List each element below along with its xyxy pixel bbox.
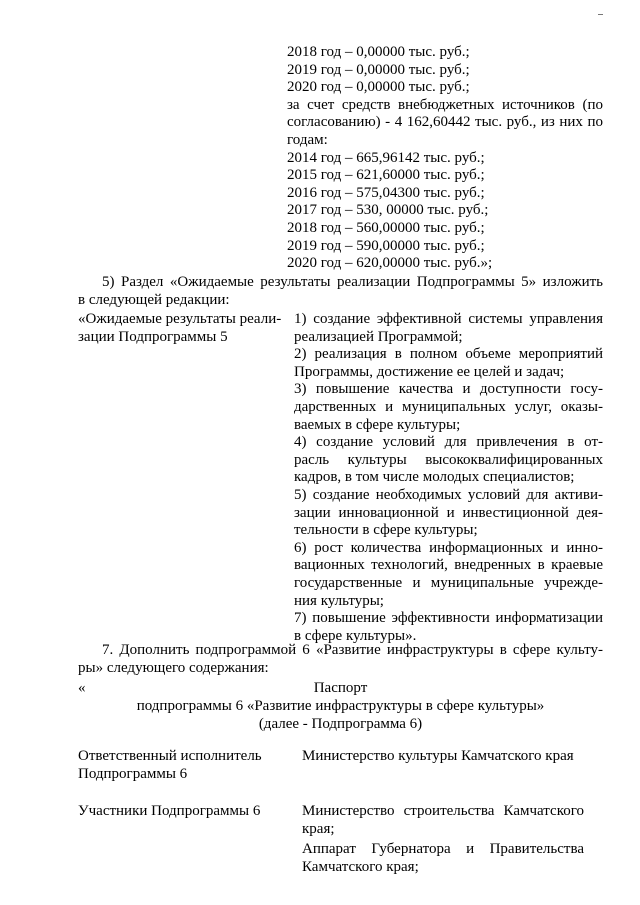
results-item-line: 5) создание необходимых условий для активи- bbox=[294, 486, 603, 503]
results-item-line: ваемых в сфере культуры; bbox=[294, 416, 461, 433]
extrabudget-year: 2015 год – 621,60000 тыс. руб.; bbox=[287, 167, 485, 184]
extrabudget-year: 2019 год – 590,00000 тыс. руб.; bbox=[287, 237, 485, 254]
results-item-line: в сфере культуры». bbox=[294, 627, 417, 644]
section5-paragraph bbox=[78, 274, 603, 309]
results-label bbox=[78, 311, 283, 346]
results-label-line: зации Подпрограммы 5 bbox=[78, 328, 228, 345]
extrabudget-year: 2014 год – 665,96142 тыс. руб.; bbox=[287, 149, 485, 166]
participants-list bbox=[302, 803, 584, 876]
results-item-line: кадров, в том числе молодых специалистов; bbox=[294, 469, 575, 486]
results-item-line: зации инновационной и инвестиционной дея- bbox=[294, 504, 603, 521]
results-item-line: тельности в сфере культуры; bbox=[294, 522, 478, 539]
extrabudget-line: годам: bbox=[287, 131, 328, 148]
participants-label: Участники Подпрограммы 6 bbox=[78, 803, 261, 819]
results-item-line: 4) создание условий для привлечения в от- bbox=[294, 434, 603, 451]
participant-line: Министерство строительства Камчатского bbox=[302, 803, 584, 819]
results-item-line: реализацией Программой; bbox=[294, 328, 463, 345]
funding-block bbox=[287, 44, 603, 273]
results-item-line: вационных технологий, внедренных в краевые bbox=[294, 557, 603, 574]
funding-line: 2018 год – 0,00000 тыс. руб.; bbox=[287, 44, 470, 60]
funding-line: 2019 год – 0,00000 тыс. руб.; bbox=[287, 61, 470, 78]
results-label-line: «Ожидаемые результаты реали- bbox=[78, 311, 282, 327]
open-quote: « bbox=[78, 680, 86, 696]
results-item-line: 7) повышение эффективности информатизации bbox=[294, 610, 603, 627]
results-item-line: 1) создание эффективной системы управления bbox=[294, 311, 603, 327]
results-item-line: государственные и муниципальные учрежде- bbox=[294, 574, 603, 591]
responsible-label bbox=[78, 748, 288, 783]
passport-note: (далее - Подпрограмма 6) bbox=[258, 716, 423, 732]
passport-subtitle: подпрограммы 6 «Развитие инфраструктуры в сфере культуры» bbox=[136, 698, 545, 714]
extrabudget-year: 2017 год – 530, 00000 тыс. руб.; bbox=[287, 202, 489, 219]
participant-line: Аппарат Губернатора и Правительства bbox=[302, 841, 584, 858]
results-item-line: дарственных и муниципальных услуг, оказы- bbox=[294, 398, 603, 415]
extrabudget-year: 2020 год – 620,00000 тыс. руб.»; bbox=[287, 255, 493, 272]
section5-line: в следующей редакции: bbox=[78, 291, 230, 308]
section7-line: ры» следующего содержания: bbox=[78, 659, 269, 676]
scan-mark bbox=[598, 14, 603, 15]
section5-line: 5) Раздел «Ожидаемые результаты реализации Подпрограммы 5» изложить bbox=[102, 274, 603, 290]
responsible-label-line: Ответственный исполнитель bbox=[78, 748, 262, 764]
results-item-line: 3) повышение качества и доступности госу- bbox=[294, 381, 603, 398]
section7-paragraph bbox=[78, 642, 603, 677]
results-item-line: расль культуры высококвалифицированных bbox=[294, 451, 603, 468]
extrabudget-line: за счет средств внебюджетных источников (по bbox=[287, 96, 603, 113]
results-item-line: 6) рост количества информационных и инно- bbox=[294, 539, 603, 556]
responsible-value: Министерство культуры Камчатского края bbox=[302, 748, 574, 764]
funding-line: 2020 год – 0,00000 тыс. руб.; bbox=[287, 79, 470, 96]
participant-line: Камчатского края; bbox=[302, 858, 419, 875]
results-list bbox=[294, 311, 603, 645]
extrabudget-line: согласованию) - 4 162,60442 тыс. руб., из них по bbox=[287, 114, 603, 131]
section7-line: 7. Дополнить подпрограммой 6 «Развитие инфраструктуры в сфере культу- bbox=[102, 642, 603, 658]
responsible-label-line: Подпрограммы 6 bbox=[78, 765, 188, 782]
passport-title: Паспорт bbox=[313, 680, 368, 696]
extrabudget-year: 2016 год – 575,04300 тыс. руб.; bbox=[287, 184, 485, 201]
extrabudget-year: 2018 год – 560,00000 тыс. руб.; bbox=[287, 219, 485, 236]
participant-line: края; bbox=[302, 820, 335, 837]
results-item-line: 2) реализация в полном объеме мероприятий bbox=[294, 346, 603, 363]
results-item-line: Программы, достижение ее целей и задач; bbox=[294, 363, 565, 380]
results-item-line: ния культуры; bbox=[294, 592, 384, 609]
